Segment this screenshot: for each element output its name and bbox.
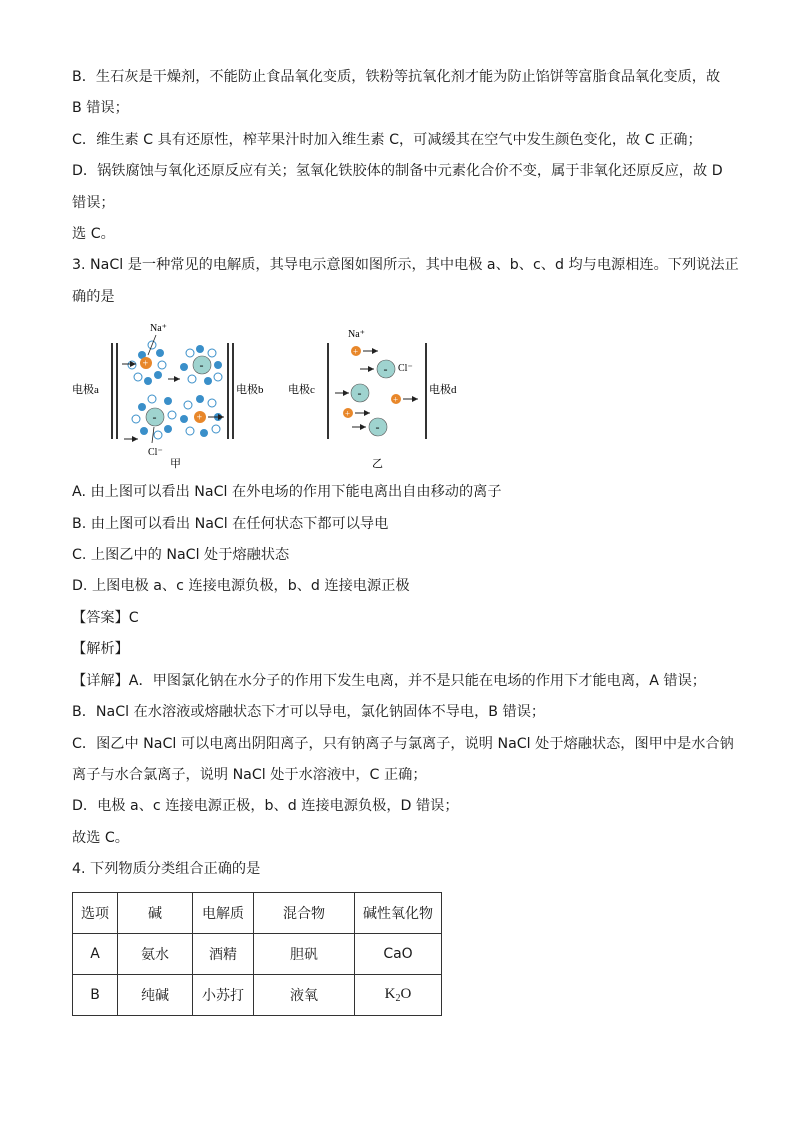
table-header-cell: 电解质	[193, 892, 254, 933]
hydrated-sodium-ion	[180, 395, 224, 437]
table-cell: CaO	[355, 933, 442, 974]
table-row	[73, 933, 442, 974]
nacl-conduction-diagram	[72, 315, 457, 473]
classification-table	[72, 892, 442, 1016]
electrode-a-label: 电极a	[72, 384, 99, 397]
analysis-heading: 【解析】	[72, 641, 129, 658]
electrode-d-label: 电极d	[429, 384, 457, 397]
diagram-jia	[72, 323, 264, 470]
cl-label: Cl⁻	[148, 447, 163, 459]
na-label: Na⁺	[150, 323, 167, 335]
plus-sign: +	[196, 412, 203, 424]
minus-sign: -	[383, 362, 388, 377]
explanation-line: 【详解】A．甲图氯化钠在水分子的作用下发生电离，并不是只能在电场的作用下才能电离，A 错误；	[72, 672, 706, 689]
table-header-row	[73, 892, 442, 933]
text-line: D．锅铁腐蚀与氧化还原反应有关；氢氧化铁胶体的制备中元素化合价不变，属于非氧化还原反应，故 D	[72, 163, 723, 180]
table-cell: 酒精	[193, 933, 254, 974]
question-4-stem: 4. 下列物质分类组合正确的是	[72, 861, 261, 878]
diagram-yi	[288, 329, 457, 470]
explanation-line: D．电极 a、c 连接电源正极，b、d 连接电源负极，D 错误；	[72, 798, 459, 815]
k2o-main: K	[384, 985, 396, 1002]
text-line: 错误；	[72, 194, 115, 211]
option-b: B. 由上图可以看出 NaCl 在任何状态下都可以导电	[72, 515, 389, 532]
option-a: A. 由上图可以看出 NaCl 在外电场的作用下能电离出自由移动的离子	[72, 484, 502, 501]
table-header-cell: 碱	[118, 892, 193, 933]
plus-sign: +	[393, 394, 399, 405]
explanation-line: C．图乙中 NaCl 可以电离出阴阳离子，只有钠离子与氯离子，说明 NaCl 处于熔融状态，图甲中是水合钠	[72, 735, 734, 752]
caption-jia: 甲	[170, 458, 181, 471]
table-cell-k2o	[355, 974, 442, 1015]
electrode-b-label: 电极b	[236, 384, 264, 397]
text-line: B 错误；	[72, 100, 129, 117]
question-3-stem: 3. NaCl 是一种常见的电解质，其导电示意图如图所示，其中电极 a、b、c、d 均与电源相连。下列说法正	[72, 257, 739, 274]
question-3-stem-cont: 确的是	[72, 288, 115, 305]
text-line: C．维生素 C 具有还原性，榨苹果汁时加入维生素 C，可减缓其在空气中发生颜色变化，故 C 正确；	[72, 131, 702, 148]
hydrated-sodium-ion	[122, 323, 167, 385]
option-c: C. 上图乙中的 NaCl 处于熔融状态	[72, 547, 290, 564]
table-cell: 小苏打	[193, 974, 254, 1015]
table-cell: 氨水	[118, 933, 193, 974]
table-cell: 胆矾	[254, 933, 355, 974]
conclusion-line: 故选 C。	[72, 829, 129, 846]
minus-sign: -	[199, 358, 204, 373]
text-line: 选 C。	[72, 226, 115, 243]
minus-sign: -	[152, 410, 157, 425]
table-cell: 纯碱	[118, 974, 193, 1015]
table-header-cell: 选项	[73, 892, 118, 933]
table-cell: 液氧	[254, 974, 355, 1015]
table-row	[73, 974, 442, 1015]
na-label: Na⁺	[348, 329, 365, 341]
option-d: D. 上图电极 a、c 连接电源负极，b、d 连接电源正极	[72, 578, 410, 595]
table-cell: B	[73, 974, 118, 1015]
explanation-line: 离子与水合氯离子，说明 NaCl 处于水溶液中，C 正确；	[72, 766, 427, 783]
hydrated-chloride-ion	[124, 395, 176, 458]
electrode-c-label: 电极c	[288, 384, 315, 397]
table-header-cell: 混合物	[254, 892, 355, 933]
minus-sign: -	[375, 420, 380, 435]
table-header-cell: 碱性氧化物	[355, 892, 442, 933]
minus-sign: -	[357, 386, 362, 401]
plus-sign: +	[142, 358, 149, 370]
document-page	[72, 62, 739, 1016]
k2o-tail: O	[400, 985, 412, 1002]
k2o-subscript: 2	[395, 992, 401, 1004]
explanation-line: B．NaCl 在水溶液或熔融状态下才可以导电，氯化钠固体不导电，B 错误；	[72, 704, 546, 721]
answer-line: 【答案】C	[72, 609, 139, 626]
cl-label: Cl⁻	[398, 363, 413, 375]
plus-sign: +	[353, 346, 359, 357]
caption-yi: 乙	[372, 458, 383, 471]
table-cell: A	[73, 933, 118, 974]
hydrated-chloride-ion	[168, 345, 222, 385]
plus-sign: +	[345, 408, 351, 419]
text-line: B．生石灰是干燥剂，不能防止食品氧化变质，铁粉等抗氧化剂才能为防止馅饼等富脂食品氧化变质，故	[72, 69, 721, 85]
